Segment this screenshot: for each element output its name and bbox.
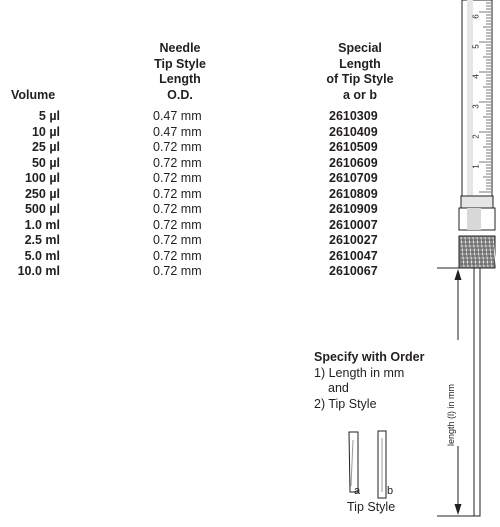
od-cell: 0.72 mm [153,217,202,232]
arrow-down-icon [455,504,462,515]
tip-label-a: a [354,485,361,497]
part-number-cell: 2610047 [329,248,378,263]
header-special-length: Special Length of Tip Style a or b [326,41,394,102]
volume-cell: 1.0 ml [24,217,60,232]
od-cell: 0.72 mm [153,264,202,278]
needle [474,268,480,516]
od-cell: 0.72 mm [153,202,202,216]
od-cell: 0.72 mm [153,171,202,185]
order-note-line: 1) Length in mm [314,365,405,380]
header-needle-od: Needle Tip Style Length O.D. [154,41,206,102]
volume-cell: 10 µl [31,124,60,139]
scale-number: 3 [471,104,481,109]
arrow-up-icon [455,269,462,280]
part-number-cell: 2610509 [329,140,378,154]
od-cell: 0.72 mm [153,248,202,263]
part-number-cell: 2610909 [329,202,378,216]
part-number-cell: 2610809 [329,186,378,201]
scale-number: 6 [471,14,481,19]
part-number-cell: 2610027 [329,233,378,247]
tip-style-caption: Tip Style [347,500,396,514]
volume-cell: 100 µl [24,171,60,185]
od-cell: 0.72 mm [153,140,202,154]
scale-number: 2 [471,134,481,139]
part-number-cell: 2610067 [329,264,378,278]
part-number-cell: 2610409 [329,124,378,139]
tip-label-b: b [387,485,394,497]
od-cell: 0.72 mm [153,155,202,170]
tip-style-a-icon [349,432,358,492]
part-number-cell: 2610609 [329,155,378,170]
header-volume: Volume [11,88,56,102]
order-note-title: Specify with Order [314,350,425,364]
volume-cell: 500 µl [24,202,60,216]
syringe-collar [461,196,493,208]
volume-cell: 250 µl [24,186,60,201]
part-number-cell: 2610007 [329,217,378,232]
volume-cell: 5 µl [38,109,60,123]
length-label: length (l) in mm [446,384,456,447]
volume-cell: 10.0 ml [17,264,60,278]
volume-cell: 2.5 ml [24,233,60,247]
order-note-line: and [328,381,349,395]
order-note-line: 2) Tip Style [314,396,377,411]
od-cell: 0.72 mm [153,186,202,201]
volume-cell: 5.0 ml [24,248,60,263]
scale-number: 4 [471,74,481,79]
od-cell: 0.72 mm [153,233,202,247]
scale-number: 5 [471,44,481,49]
part-number-cell: 2610309 [329,109,378,123]
volume-cell: 50 µl [31,155,60,170]
od-cell: 0.47 mm [153,124,202,139]
part-number-cell: 2610709 [329,171,378,185]
od-cell: 0.47 mm [153,109,202,123]
volume-cell: 25 µl [31,140,60,154]
scale-number: 1 [471,164,481,169]
